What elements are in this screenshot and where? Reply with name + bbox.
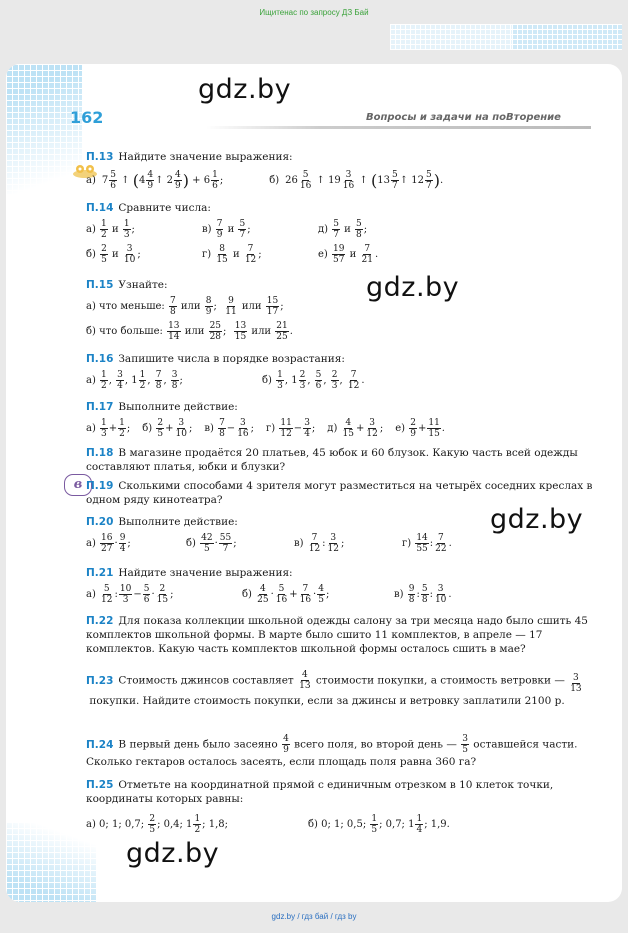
problem-number: П.25 bbox=[86, 779, 114, 791]
problem-24: П.24 В первый день было засеяно $\frac{4}{9}$ всего поля, во второй день — $\frac{3}{5}$ оставшейся части. Сколько гектаров осталось засеять, если площадь поля равна 360 га? bbox=[86, 734, 578, 768]
label-b: б) bbox=[269, 174, 280, 186]
problem-title: Найдите значение выражения: bbox=[118, 151, 293, 163]
watermark: gdz.by bbox=[126, 838, 220, 869]
decor-grid bbox=[6, 822, 96, 902]
problem-20: П.20 Выполните действие: а) 16 27 · 9 4 ; б) 42 5 · 55 7 ; в) 7 12 : 3 12 ; г) 14 55 : 7 22 . bbox=[86, 516, 452, 554]
problem-number: П.18 bbox=[86, 447, 114, 459]
problem-16: П.16 Запишите числа в порядке возрастания: а) 1 2 , 3 4 , 1 1 2 , 7 8 , 3 8 ; б) 1 3 , 1 2 3 , 5 6 , 2 3 , 7 12 . bbox=[86, 353, 365, 391]
problem-18 bbox=[86, 446, 596, 474]
running-head: Вопросы и задачи на поВторение bbox=[366, 112, 561, 123]
page-number: 162 bbox=[70, 108, 104, 127]
olympiad-icon: в bbox=[64, 474, 92, 496]
problem-23: П.23 Стоимость джинсов составляет $\frac{4}{13}$ стоимости покупки, а стоимость ветровки — $\frac{3}{13}$ покупки. Найдите стоимость покупки, если за джинсы и ветровку заплатили 2100 р. bbox=[86, 670, 582, 707]
problem-number: П.20 bbox=[86, 516, 114, 528]
textbook-page bbox=[6, 64, 622, 902]
problem-text: В магазине продаётся 20 платьев, 45 юбок и 60 блузок. Какую часть всей одежды составляют платья, юбки и блузки? bbox=[86, 447, 578, 473]
problem-text: покупки. Найдите стоимость покупки, если за джинсы и ветровку заплатили 2100 р. bbox=[89, 695, 565, 707]
top-search-link[interactable]: Ищитенас по запросу ДЗ Бай bbox=[259, 8, 369, 17]
problem-title: Сравните числа: bbox=[118, 202, 211, 214]
problem-21: П.21 Найдите значение выражения: а) 5 12 : 10 3 − 5 6 · 2 15 ; б) 4 25 · 5 16 + 7 16 · 4 5 ; в) 9 8 : 5 8 : 3 10 . bbox=[86, 567, 452, 605]
word-or: или bbox=[251, 325, 272, 337]
top-banner bbox=[0, 0, 628, 26]
divider bbox=[206, 126, 591, 129]
problem-text: В первый день было засеяно bbox=[118, 738, 278, 751]
problem-number: П.13 bbox=[86, 151, 114, 163]
problem-number: П.14 bbox=[86, 202, 114, 214]
problem-22 bbox=[86, 614, 596, 656]
problem-17: П.17 Выполните действие: а) 1 3 + 1 2 ; б) 2 5 + 3 10 ; в) 7 8 − 3 16 ; г) 11 12 − 3 4 ; д) 4 15 + 3 12 ; е) 2 9 + 11 15 . bbox=[86, 401, 445, 439]
problem-title: Запишите числа в порядке возрастания: bbox=[118, 353, 345, 365]
watermark: gdz.by bbox=[198, 74, 292, 105]
problem-title: Выполните действие: bbox=[118, 516, 238, 528]
problem-25: П.25 Отметьте на координатной прямой с единичным отрезком в 10 клеток точки, координаты которых равны: а) 0; 1; 0,7; 2 5 ; 0,4; 1 1 2 ; 1,8; б) 0; 1; 0,5; 1 5 ; 0,7; 1 1 4 ; 1,9. bbox=[86, 779, 554, 835]
problem-15: П.15 Узнайте: а) что меньше: 7 8 или 8 9 ; 9 11 или 15 17 ; б) что больше: 13 14 или 25 28 ; 13 15 или 21 25 . bbox=[86, 279, 293, 342]
problem-title: Выполните действие: bbox=[118, 401, 238, 413]
problem-text: Сколькими способами 4 зрителя могут разместиться на четырёх соседних креслах в одном ряду кинотеатра? bbox=[86, 480, 593, 506]
problem-number: П.23 bbox=[86, 674, 114, 687]
problem-text: Для показа коллекции школьной одежды салону за три месяца надо было сшить 45 комплектов школьной формы. В марте было сшито 11 комплектов, в апреле — 17 комплектов. Какую часть комплектов школьной формы осталось сшить в мае? bbox=[86, 615, 588, 655]
problem-text: всего поля, во второй день — bbox=[294, 738, 457, 751]
problem-14: П.14 Сравните числа: а) 1 2 и 1 3 ; в) 7 9 и 5 7 ; д) 5 7 и 5 8 ; б) 2 5 и 3 10 ; г) 8 15 и 7 12 ; е) 19 57 и 7 21 . bbox=[86, 202, 379, 265]
problem-text: Отметьте на координатной прямой с единичным отрезком в 10 клеток точки, координаты которых равны: bbox=[86, 779, 554, 805]
problem-number: П.19 bbox=[86, 480, 114, 492]
problem-number: П.21 bbox=[86, 567, 114, 579]
watermark: gdz.by bbox=[490, 504, 584, 535]
problem-number: П.24 bbox=[86, 738, 114, 751]
problem-text: а) что меньше: bbox=[86, 300, 165, 312]
word-or: или bbox=[184, 325, 205, 337]
problem-number: П.16 bbox=[86, 353, 114, 365]
problem-19 bbox=[86, 479, 596, 507]
problem-text: Стоимость джинсов составляет bbox=[118, 674, 294, 687]
problem-number: П.17 bbox=[86, 401, 114, 413]
problem-text: оставшейся части. Сколько гектаров осталось засеять, если площадь поля равна 360 га? bbox=[86, 738, 578, 768]
problem-13: П.13 Найдите значение выражения: а) 7 5 6 ↑ ( 4 4 9 ↑ 2 4 9 ) + 6 1 6 ; б) 26 5 16 ↑ 19 3 16 ↑ ( 13 5 7 ↑ 12 5 7 ) . bbox=[86, 151, 444, 191]
problem-number: П.22 bbox=[86, 615, 114, 627]
problem-text: стоимости покупки, а стоимость ветровки — bbox=[315, 674, 565, 687]
problem-title: Узнайте: bbox=[118, 279, 168, 291]
footer-links[interactable]: gdz.by / гдз бай / гдз by bbox=[271, 912, 357, 921]
problem-title: Найдите значение выражения: bbox=[118, 567, 293, 579]
word-or: или bbox=[241, 300, 262, 312]
problem-text: б) что больше: bbox=[86, 325, 163, 337]
watermark: gdz.by bbox=[366, 272, 460, 303]
problem-number: П.15 bbox=[86, 279, 114, 291]
decor-grid bbox=[512, 24, 622, 50]
label-a: а) bbox=[86, 174, 96, 186]
word-or: или bbox=[180, 300, 201, 312]
decor-grid bbox=[390, 24, 520, 50]
